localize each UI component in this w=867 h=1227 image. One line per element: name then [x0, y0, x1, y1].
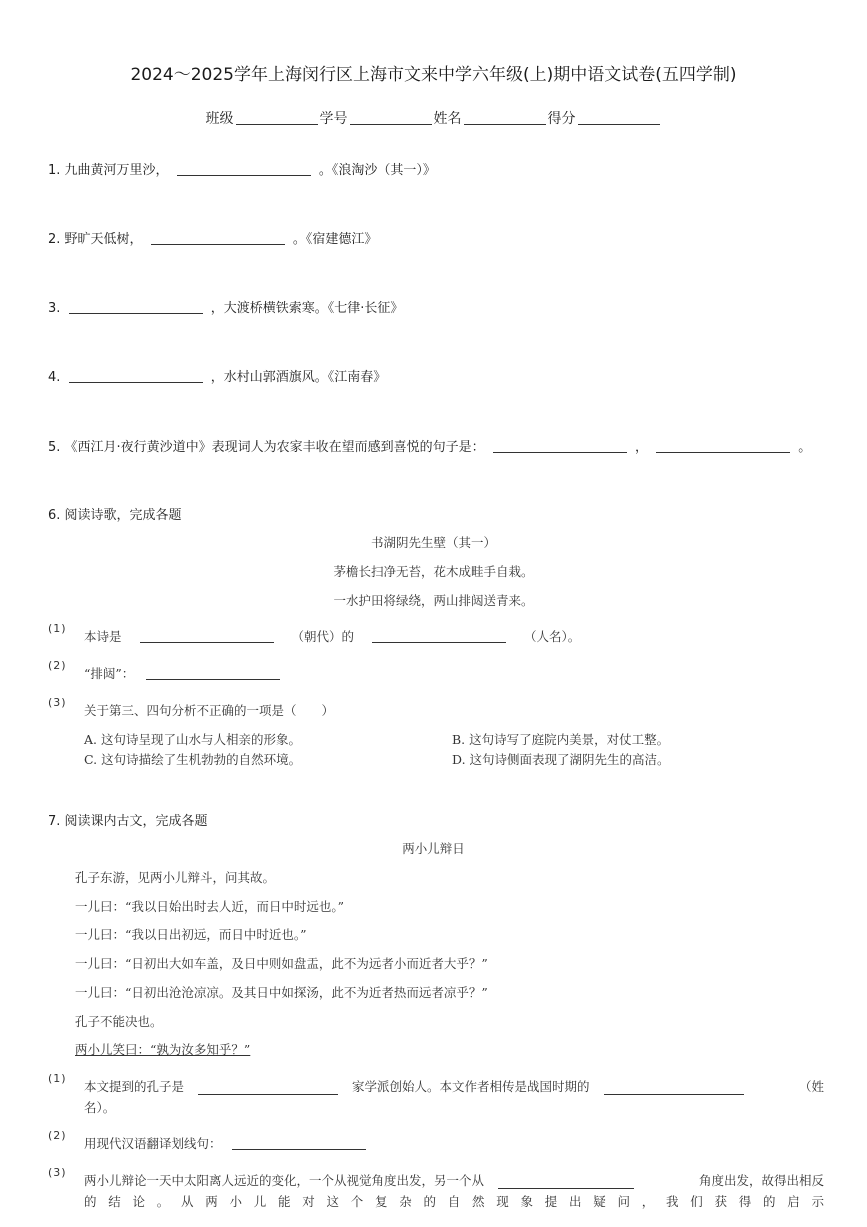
- answer-blank: [69, 369, 203, 383]
- sub-question-text: 家学派创始人。本文作者相传是战国时期的: [352, 1079, 590, 1094]
- sub-question-number: (3): [48, 1166, 67, 1179]
- sub-question-text: 本文提到的孔子是: [84, 1079, 185, 1094]
- answer-blank: [198, 1081, 338, 1095]
- answer-blank: [604, 1081, 744, 1095]
- text-line: 一儿曰：“日初出沧沧凉凉。及其日中如探汤，此不为近者热而远者凉乎？”: [75, 985, 488, 1000]
- sub-question-6-3: 关于第三、四句分析不正确的一项是（ ）: [84, 703, 335, 718]
- question-5-comma: ，: [634, 440, 648, 455]
- question-3-text: ，大渡桥横铁索寒。《七律·长征》: [210, 301, 404, 316]
- sub-question-text: （人名）。: [523, 629, 581, 644]
- answer-blank: [232, 1136, 366, 1150]
- class-label: 班级: [205, 111, 234, 127]
- answer-blank: [177, 162, 311, 176]
- poem-title: 书湖阴先生壁（其一）: [370, 535, 496, 550]
- text-line: 一儿曰：“我以日始出时去人近，而日中时远也。”: [75, 899, 345, 914]
- question-1-source: 。《浪淘沙（其一）》: [318, 163, 436, 178]
- page-title: 2024～2025学年上海闵行区上海市文来中学六年级(上)期中语文试卷(五四学制): [130, 65, 737, 85]
- answer-blank: [656, 439, 790, 453]
- option-a: A. 这句诗呈现了山水与人相亲的形象。: [84, 732, 301, 747]
- question-2: [48, 228, 377, 247]
- question-2-source: 。《宿建德江》: [292, 232, 378, 247]
- text-line: 孔子东游，见两小儿辩斗，问其故。: [75, 870, 276, 885]
- question-3: [48, 297, 403, 316]
- sub-question-7-2: [84, 1134, 372, 1152]
- sub-question-text: 名）。: [84, 1100, 116, 1115]
- name-blank: [464, 110, 546, 125]
- text-line: 孔子不能决也。: [75, 1014, 163, 1029]
- answer-blank: [69, 300, 203, 314]
- underlined-text-line: 两小儿笑曰：“孰为汝多知乎？”: [75, 1042, 251, 1057]
- sub-question-text: 用现代汉语翻译划线句：: [84, 1136, 222, 1151]
- question-1: [48, 159, 436, 178]
- poem-line: 一水护田将绿绕，两山排闼送青来。: [333, 593, 534, 608]
- number-blank: [350, 110, 432, 125]
- question-5-text: 5. 《西江月·夜行黄沙道中》表现词人为农家丰收在望而感到喜悦的句子是：: [48, 440, 485, 455]
- number-label: 学号: [319, 111, 348, 127]
- poem-line: 茅檐长扫净无苔，花木成畦手自栽。: [333, 564, 534, 579]
- answer-blank: [372, 629, 506, 643]
- text-title: 两小儿辩日: [402, 841, 465, 856]
- sub-question-number: (3): [48, 696, 67, 709]
- answer-blank: [493, 439, 627, 453]
- name-label: 姓名: [433, 111, 462, 127]
- student-info-row: [0, 108, 867, 128]
- answer-blank: [151, 231, 285, 245]
- question-3-number: 3.: [48, 301, 61, 316]
- sub-question-7-1: [84, 1077, 824, 1095]
- sub-question-text: 的结论。从两小儿能对这个复杂的自然现象提出疑问，我们获得的启示: [84, 1194, 824, 1209]
- question-6-heading: 6. 阅读诗歌，完成各题: [48, 508, 182, 523]
- text-line: 一儿曰：“日初出大如车盖，及日中则如盘盂，此不为远者小而近者大乎？”: [75, 956, 488, 971]
- sub-question-text: （姓: [798, 1079, 824, 1094]
- answer-blank: [140, 629, 274, 643]
- sub-question-6-2: [84, 664, 288, 682]
- sub-question-text: 本诗是: [84, 629, 122, 644]
- question-4-text: ，水村山郭酒旗风。《江南春》: [210, 370, 387, 385]
- question-7-heading: 7. 阅读课内古文，完成各题: [48, 814, 208, 829]
- question-5-period: 。: [798, 440, 812, 455]
- option-b: B. 这句诗写了庭院内美景，对仗工整。: [452, 732, 670, 747]
- question-4: [48, 366, 386, 385]
- sub-question-number: (1): [48, 622, 67, 635]
- option-c: C. 这句诗描绘了生机勃勃的自然环境。: [84, 752, 302, 767]
- score-label: 得分: [547, 111, 576, 127]
- option-d: D. 这句诗侧面表现了湖阴先生的高洁。: [452, 752, 670, 767]
- answer-blank: [498, 1175, 634, 1189]
- sub-question-text: “排闼”：: [84, 666, 135, 681]
- class-blank: [236, 110, 318, 125]
- sub-question-7-3: [84, 1171, 824, 1189]
- sub-question-text: 两小儿辩论一天中太阳离人远近的变化，一个从视觉角度出发，另一个从: [84, 1173, 485, 1188]
- question-2-text: 2. 野旷天低树，: [48, 232, 143, 247]
- question-4-number: 4.: [48, 370, 61, 385]
- sub-question-number: (1): [48, 1072, 67, 1085]
- question-5: [48, 436, 811, 455]
- text-line: 一儿曰：“我以日出初远，而日中时近也。”: [75, 927, 307, 942]
- sub-question-number: (2): [48, 659, 67, 672]
- sub-question-text: （朝代）的: [291, 629, 354, 644]
- sub-question-number: (2): [48, 1129, 67, 1142]
- sub-question-6-1: [84, 627, 580, 645]
- sub-question-text: 角度出发，故得出相反: [698, 1173, 824, 1188]
- answer-blank: [146, 666, 280, 680]
- score-blank: [578, 110, 660, 125]
- question-1-text: 1. 九曲黄河万里沙，: [48, 163, 169, 178]
